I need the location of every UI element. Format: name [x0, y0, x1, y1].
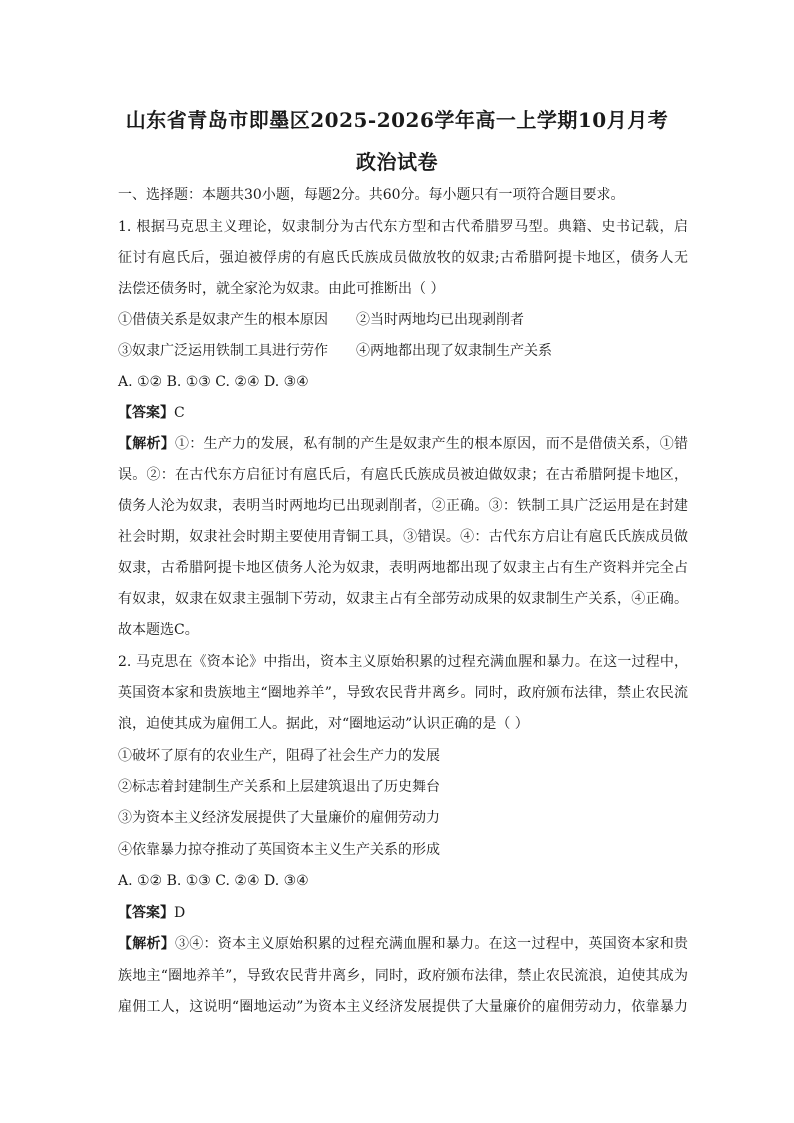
answer-value: C	[174, 405, 185, 421]
analysis-text: ③④：资本主义原始积累的过程充满血腥和暴力。在这一过程中，英国资本家和贵	[175, 936, 689, 952]
q2-analysis-line	[118, 934, 688, 954]
q1-options-row	[118, 341, 688, 361]
answer-label: 【答案】	[118, 905, 174, 921]
q2-option-3: ③为资本主义经济发展提供了大量廉价的雇佣劳动力	[118, 810, 440, 826]
q1-analysis-line: 有奴隶，奴隶在奴隶主强制下劳动，奴隶主占有全部劳动成果的奴隶制生产关系，④正确。	[118, 591, 688, 607]
q1-analysis-line: 债务人沦为奴隶，表明当时两地均已出现剥削者，②正确。③：铁制工具广泛运用是在封建	[118, 498, 688, 514]
q2-analysis-line: 族地主“圈地养羊”，导致农民背井离乡，同时，政府颁布法律，禁止农民流浪，迫使其成为	[118, 968, 688, 984]
q1-option-4: ④两地都出现了奴隶制生产关系	[356, 343, 552, 359]
q1-options-row	[118, 310, 688, 330]
q2-stem-line: 浪，迫使其成为雇佣工人。据此，对“圈地运动”认识正确的是（ ）	[118, 716, 529, 732]
q1-answer	[118, 403, 688, 423]
q1-option-2: ②当时两地均已出现剥削者	[356, 312, 524, 328]
q1-analysis-line: 故本题选C。	[118, 622, 199, 638]
section-heading: 一、选择题：本题共30小题，每题2分。共60分。每小题只有一项符合题目要求。	[118, 187, 625, 203]
q2-answer	[118, 903, 688, 923]
document-title: 山东省青岛市即墨区2025-2026学年高一上学期10月月考	[125, 108, 669, 132]
q2-option-4: ④依靠暴力掠夺推动了英国资本主义生产关系的形成	[118, 842, 440, 858]
q1-choices: A. ①② B. ①③ C. ②④ D. ③④	[118, 374, 309, 390]
analysis-label: 【解析】	[118, 436, 176, 452]
q1-analysis-line	[118, 434, 688, 454]
q1-analysis-line: 奴隶，古希腊阿提卡地区债务人沦为奴隶，表明两地都出现了奴隶主占有生产资料并完全占	[118, 560, 688, 576]
q1-stem-line: 征讨有扈氏后，强迫被俘虏的有扈氏氏族成员做放牧的奴隶;古希腊阿提卡地区，债务人无	[118, 250, 688, 266]
q1-stem-line: 1. 根据马克思主义理论，奴隶制分为古代东方型和古代希腊罗马型。典籍、史书记载，启	[118, 219, 688, 235]
q2-option-2: ②标志着封建制生产关系和上层建筑退出了历史舞台	[118, 779, 440, 795]
document-subtitle: 政治试卷	[356, 150, 438, 174]
q2-stem-line: 2. 马克思在《资本论》中指出，资本主义原始积累的过程充满血腥和暴力。在这一过程中，	[118, 654, 688, 670]
answer-value: D	[174, 905, 186, 921]
q2-choices: A. ①② B. ①③ C. ②④ D. ③④	[118, 873, 309, 889]
q1-option-3: ③奴隶广泛运用铁制工具进行劳作	[118, 343, 328, 359]
q2-analysis-line: 雇佣工人，这说明“圈地运动”为资本主义经济发展提供了大量廉价的雇佣劳动力，依靠暴力	[118, 999, 688, 1015]
q1-analysis-line: 误。②：在古代东方启征讨有扈氏后，有扈氏氏族成员被迫做奴隶；在古希腊阿提卡地区，	[118, 467, 688, 483]
q2-stem-line: 英国资本家和贵族地主“圈地养羊”，导致农民背井离乡。同时，政府颁布法律，禁止农民流	[118, 685, 688, 701]
q1-option-1: ①借债关系是奴隶产生的根本原因	[118, 312, 328, 328]
analysis-text: ①：生产力的发展，私有制的产生是奴隶产生的根本原因，而不是借债关系，①错	[175, 436, 689, 452]
q1-stem-line: 法偿还债务时，就全家沦为奴隶。由此可推断出（ ）	[118, 281, 445, 297]
analysis-label: 【解析】	[118, 936, 176, 952]
answer-label: 【答案】	[118, 405, 174, 421]
q1-analysis-line: 社会时期，奴隶社会时期主要使用青铜工具，③错误。④：古代东方启让有扈氏氏族成员做	[118, 529, 688, 545]
q2-option-1: ①破坏了原有的农业生产，阻碍了社会生产力的发展	[118, 748, 440, 764]
